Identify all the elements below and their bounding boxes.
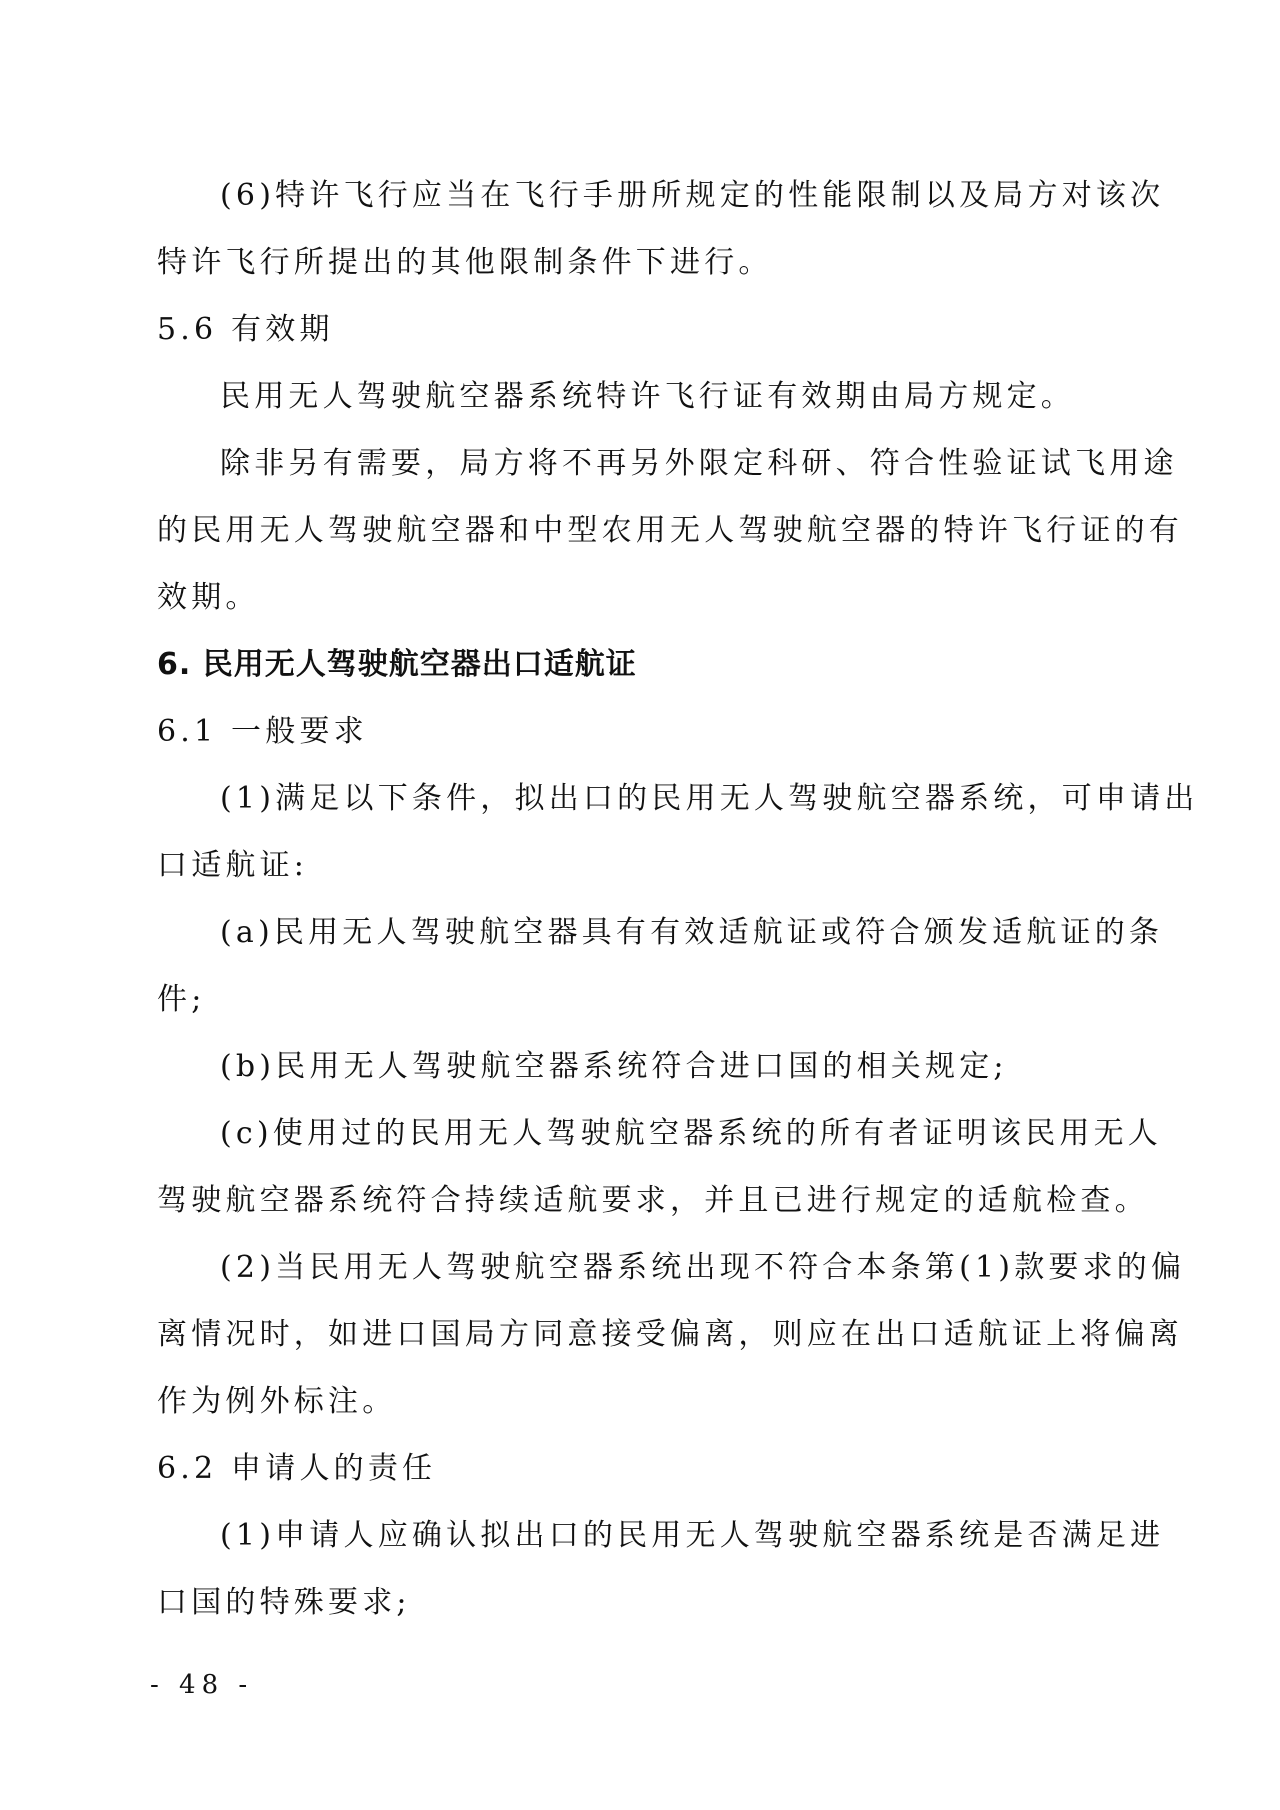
section-heading: 6.1 一般要求	[157, 714, 368, 749]
paragraph-line: 效期。	[157, 580, 260, 615]
paragraph-line: (b)民用无人驾驶航空器系统符合进口国的相关规定;	[220, 1049, 1008, 1084]
paragraph-line: (2)当民用无人驾驶航空器系统出现不符合本条第(1)款要求的偏	[220, 1250, 1186, 1285]
paragraph-line: 特许飞行所提出的其他限制条件下进行。	[157, 245, 773, 280]
paragraph-line: 除非另有需要，局方将不再另外限定科研、符合性验证试飞用途	[220, 446, 1178, 481]
section-heading: 5.6 有效期	[157, 312, 334, 347]
section-heading: 6.2 申请人的责任	[157, 1451, 437, 1486]
paragraph-line: 的民用无人驾驶航空器和中型农用无人驾驶航空器的特许飞行证的有	[157, 513, 1183, 548]
paragraph-line: (a)民用无人驾驶航空器具有有效适航证或符合颁发适航证的条	[220, 915, 1164, 950]
paragraph-line: (c)使用过的民用无人驾驶航空器系统的所有者证明该民用无人	[220, 1116, 1163, 1151]
page-number: - 48 -	[150, 1670, 254, 1700]
paragraph-line: 离情况时，如进口国局方同意接受偏离，则应在出口适航证上将偏离	[157, 1317, 1183, 1352]
paragraph-line: 口适航证:	[157, 848, 309, 883]
paragraph-line: 件;	[157, 982, 206, 1017]
paragraph-line: (6)特许飞行应当在飞行手册所规定的性能限制以及局方对该次	[220, 178, 1165, 213]
paragraph-line: 作为例外标注。	[157, 1384, 397, 1419]
paragraph-line: (1)满足以下条件，拟出口的民用无人驾驶航空器系统，可申请出	[220, 781, 1199, 816]
paragraph-line: 民用无人驾驶航空器系统特许飞行证有效期由局方规定。	[220, 379, 1075, 414]
paragraph-line: 驾驶航空器系统符合持续适航要求，并且已进行规定的适航检查。	[157, 1183, 1149, 1218]
paragraph-line: 口国的特殊要求;	[157, 1585, 411, 1620]
chapter-heading: 6. 民用无人驾驶航空器出口适航证	[157, 647, 637, 682]
page-body	[157, 162, 1199, 1636]
paragraph-line: (1)申请人应确认拟出口的民用无人驾驶航空器系统是否满足进	[220, 1518, 1165, 1553]
